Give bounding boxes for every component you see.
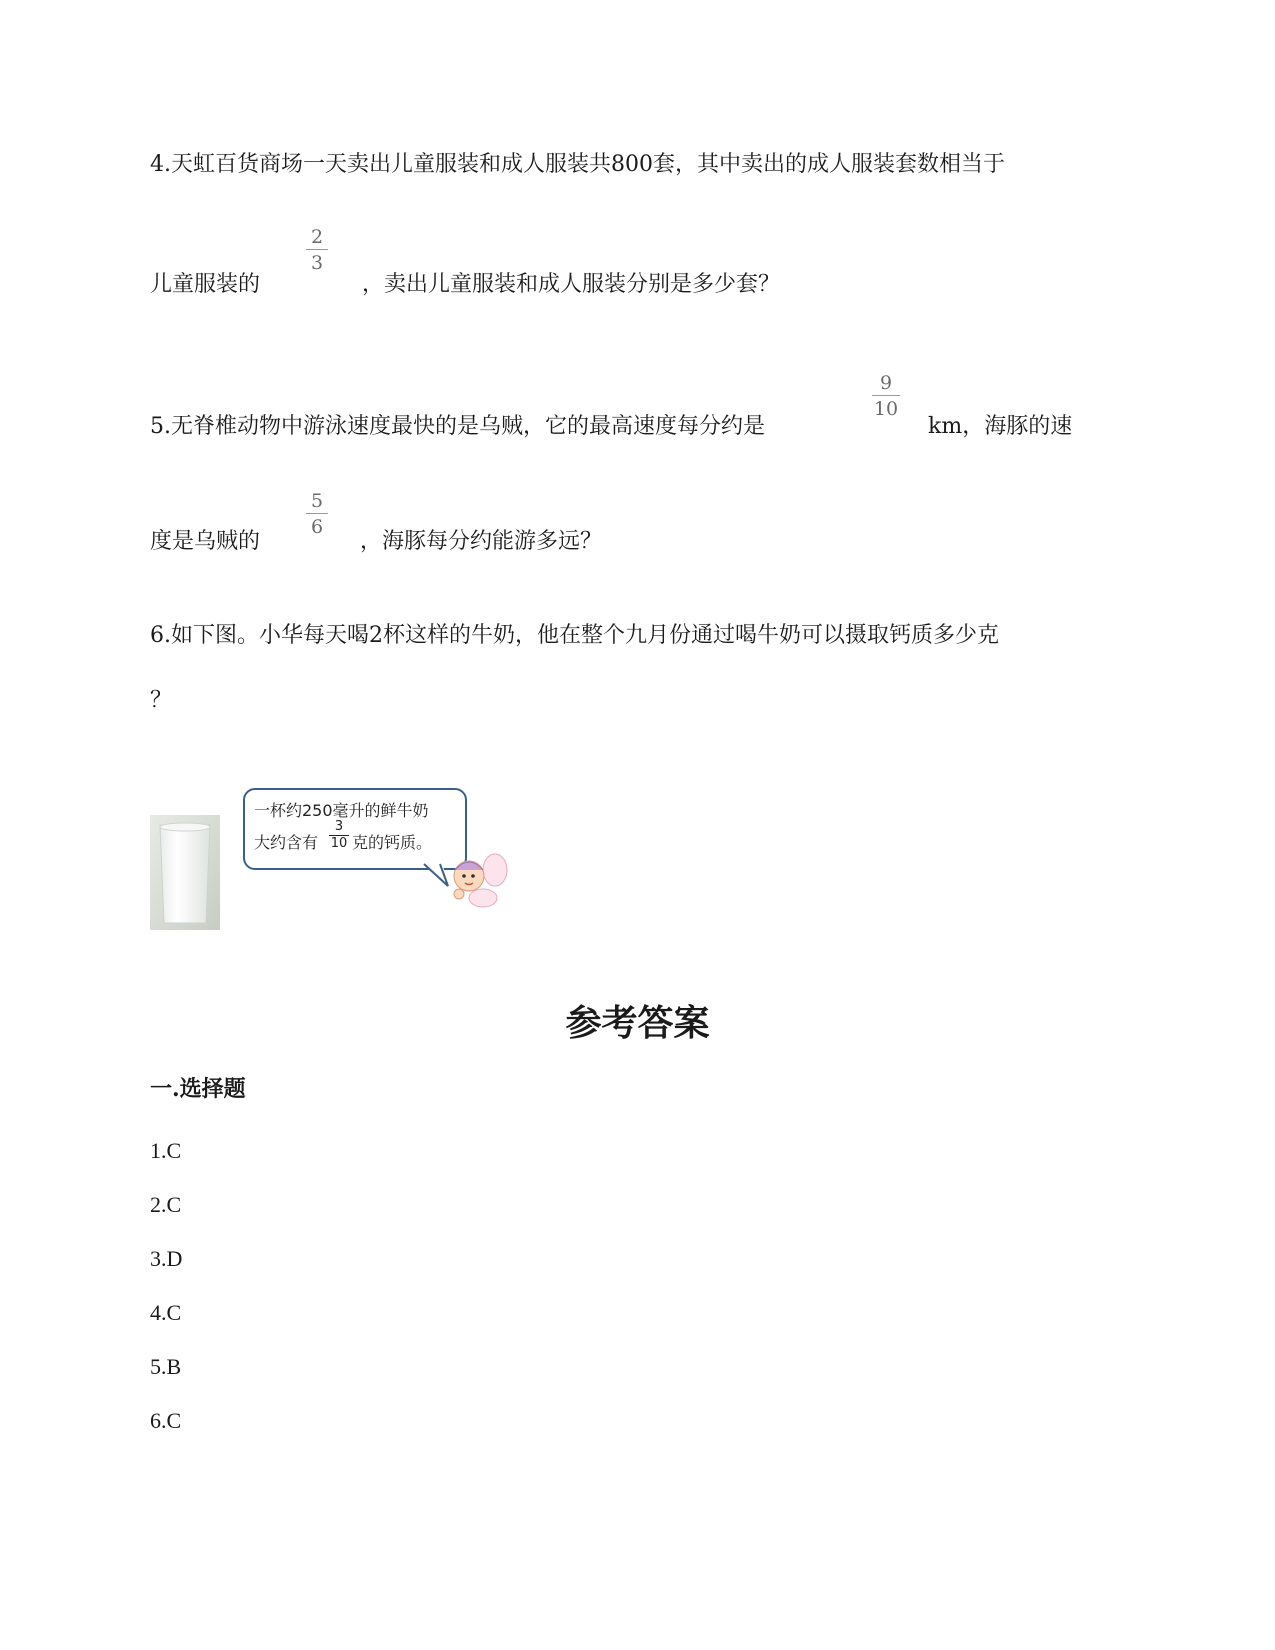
answer-item: 4.C bbox=[150, 1300, 182, 1325]
q5-fraction-1-bar bbox=[872, 395, 900, 396]
q5-fraction-1 bbox=[872, 372, 900, 420]
cartoon-angel-icon bbox=[443, 848, 513, 913]
speech-bubble bbox=[243, 788, 467, 870]
q5-line1-before: 5.无脊椎动物中游泳速度最快的是乌贼，它的最高速度每分约是 bbox=[150, 414, 765, 439]
bubble-fraction-denominator: 10 bbox=[330, 836, 348, 851]
q5-line2-before: 度是乌贼的 bbox=[150, 529, 261, 554]
q5-line2-after: ，海豚每分约能游多远？ bbox=[360, 529, 603, 554]
q4-fraction bbox=[306, 226, 328, 274]
bubble-fraction-numerator: 3 bbox=[334, 819, 344, 834]
q5-fraction-1-denominator: 10 bbox=[873, 398, 899, 420]
q4-fraction-bar bbox=[306, 249, 328, 250]
answers-title: 参考答案 bbox=[565, 1002, 710, 1044]
q4-line1: 4.天虹百货商场一天卖出儿童服装和成人服装共800套，其中卖出的成人服装套数相当于 bbox=[150, 152, 1005, 177]
q5-fraction-2-bar bbox=[306, 513, 328, 514]
q5-fraction-2-denominator: 6 bbox=[310, 516, 324, 538]
q5-fraction-2 bbox=[306, 490, 328, 538]
answer-item: 5.B bbox=[150, 1354, 182, 1379]
q4-fraction-denominator: 3 bbox=[310, 252, 324, 274]
q6-line1: 6.如下图。小华每天喝2杯这样的牛奶，他在整个九月份通过喝牛奶可以摄取钙质多少克 bbox=[150, 623, 999, 648]
q5-fraction-2-numerator: 5 bbox=[310, 490, 324, 512]
answer-item: 2.C bbox=[150, 1192, 182, 1217]
q4-line2-before: 儿童服装的 bbox=[150, 272, 261, 297]
section-title-choice: 一.选择题 bbox=[150, 1076, 246, 1102]
answer-item: 6.C bbox=[150, 1408, 182, 1433]
q5-line1-after: km，海豚的速 bbox=[928, 414, 1073, 439]
bubble-prefix: 大约含有 bbox=[254, 833, 319, 852]
milk-glass-image bbox=[150, 815, 220, 930]
answer-item: 3.D bbox=[150, 1246, 183, 1271]
q4-fraction-numerator: 2 bbox=[310, 226, 324, 248]
bubble-fraction bbox=[329, 820, 349, 851]
bubble-line1: 一杯约250毫升的鲜牛奶 bbox=[254, 801, 429, 820]
q6-line2: ？ bbox=[150, 688, 173, 713]
q5-fraction-1-numerator: 9 bbox=[879, 372, 893, 394]
q4-line2-after: ，卖出儿童服装和成人服装分别是多少套？ bbox=[362, 272, 781, 297]
answer-item: 1.C bbox=[150, 1138, 182, 1163]
bubble-suffix: 克的钙质。 bbox=[352, 833, 433, 852]
